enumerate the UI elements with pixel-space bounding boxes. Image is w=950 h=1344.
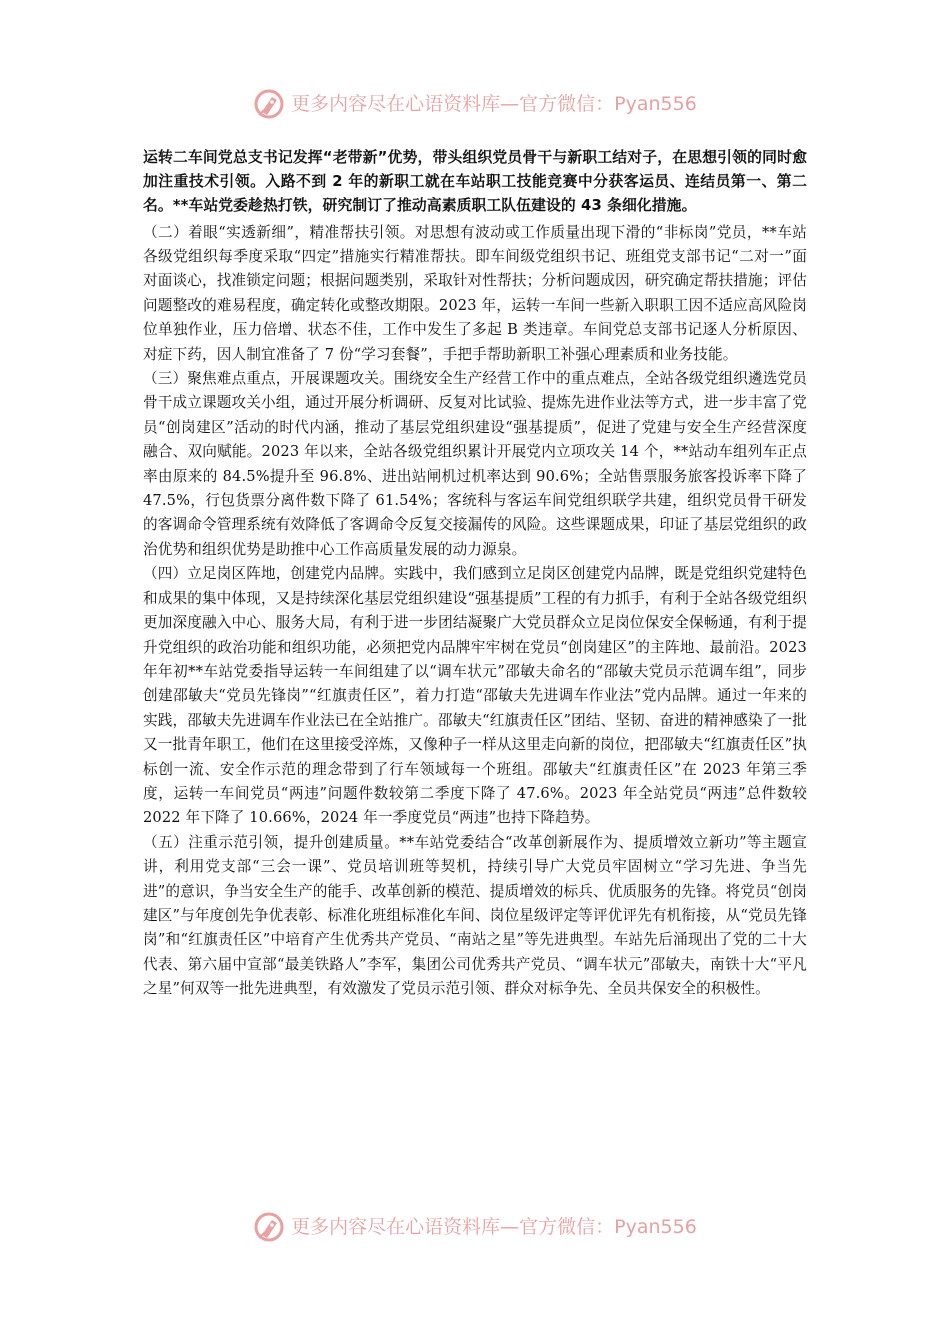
pen-nib-logo-icon: [253, 1211, 285, 1243]
pen-nib-logo-icon: [253, 88, 285, 120]
footer-watermark: [0, 1209, 950, 1245]
header-watermark-text: 更多内容尽在心语资料库—官方微信：Pyan556: [291, 93, 697, 115]
paragraph-section-4: （四）立足岗区阵地，创建党内品牌。实践中，我们感到立足岗区创建党内品牌，既是党组织党建特色和成果的集中体现，又是持续深化基层党组织建设“强基提质”工程的有力抓手，有利于全站各级党组织更加深度融入中心、服务大局，有利于进一步团结凝聚广大党员群众立足岗位保安全保畅通，有利于提升党组织的政治功能和组织功能，必须把党内品牌牢牢树在党员“创岗建区”的主阵地、最前沿。2023 年年初**车站党委指导运转一车间组建了以“调车状元”邵敏夫命名的“邵敏夫党员示范调车组”，同步创建邵敏夫“党员先锋岗”“红旗责任区”，着力打造“邵敏夫先进调车作业法”党内品牌。通过一年来的实践，邵敏夫先进调车作业法已在全站推广。邵敏夫“红旗责任区”团结、坚韧、奋进的精神感染了一批又一批青年职工，他们在这里接受淬炼，又像种子一样从这里走向新的岗位，把邵敏夫“红旗责任区”执标创一流、安全作示范的理念带到了行车领域每一个班组。邵敏夫“红旗责任区”在 2023 年第三季度，运转一车间党员“两违”问题件数较第二季度下降了 47.6%。2023 年全站党员“两违”总件数较 2022 年下降了 10.66%，2024 年一季度党员“两违”也持下降趋势。: [143, 565, 807, 827]
paragraph-section-5: （五）注重示范引领，提升创建质量。**车站党委结合“改革创新展作为、提质增效立新功”等主题宣讲，利用党支部“三会一课”、党员培训班等契机，持续引导广大党员牢固树立“学习先进、争当先进”的意识，争当安全生产的能手、改革创新的模范、提质增效的标兵、优质服务的先锋。将党员“创岗建区”与年度创先争优表彰、标准化班组标准化车间、岗位星级评定等评优评先有机衔接，从“党员先锋岗”和“红旗责任区”中培育产生优秀共产党员、“南站之星”等先进典型。车站先后涌现出了党的二十大代表、第六届中宣部“最美铁路人”李军，集团公司优秀共产党员、“调车状元”邵敏夫，南铁十大“平凡之星”何双等一批先进典型，有效激发了党员示范引领、群众对标争先、全员共保安全的积极性。: [143, 833, 807, 998]
paragraph-section-2: （二）着眼“实透新细”，精准帮扶引领。对思想有波动或工作质量出现下滑的“非标岗”党员，**车站各级党组织每季度采取“四定”措施实行精准帮扶。即车间级党组织书记、班组党支部书记“二对一”面对面谈心，找准锁定问题；根据问题类别，采取针对性帮扶；分析问题成因，研究确定帮扶措施；评估问题整改的难易程度，确定转化或整改期限。2023 年，运转一车间一些新入职职工因不适应高风险岗位单独作业，压力倍增、状态不佳，工作中发生了多起 B 类违章。车间党总支部书记逐人分析原因、对症下药，因人制宜准备了 7 份“学习套餐”，手把手帮助新职工补强心理素质和业务技能。: [143, 223, 807, 363]
document-body: [143, 146, 807, 1002]
paragraph-section-3: （三）聚焦难点重点，开展课题攻关。围绕安全生产经营工作中的重点难点，全站各级党组织遴选党员骨干成立课题攻关小组，通过开展分析调研、反复对比试验、提炼先进作业法等方式，进一步丰富了党员“创岗建区”活动的时代内涵，推动了基层党组织建设“强基提质”，促进了党建与安全生产经营深度融合、双向赋能。2023 年以来，全站各级党组织累计开展党内立项攻关 14 个，**站动车组列车正点率由原来的 84.5%提升至 96.8%、进出站闸机过机率达到 90.6%；全站售票服务旅客投诉率下降了 47.5%，行包货票分离件数下降了 61.54%；客统科与客运车间党组织联学共建，组织党员骨干研发的客调命令管理系统有效降低了客调命令反复交接漏传的风险。这些课题成果，印证了基层党组织的政治优势和组织优势是助推中心工作高质量发展的动力源泉。: [143, 370, 807, 558]
header-watermark: [0, 86, 950, 122]
lead-paragraph: 运转二车间党总支书记发挥“老带新”优势，带头组织党员骨干与新职工结对子，在思想引领的同时愈加注重技术引领。入路不到 2 年的新职工就在车站职工技能竞赛中分获客运员、连结员第一、第二名。**车站党委趁热打铁，研究制订了推动高素质职工队伍建设的 43 条细化措施。: [143, 149, 807, 215]
footer-watermark-text: 更多内容尽在心语资料库—官方微信：Pyan556: [291, 1216, 697, 1238]
